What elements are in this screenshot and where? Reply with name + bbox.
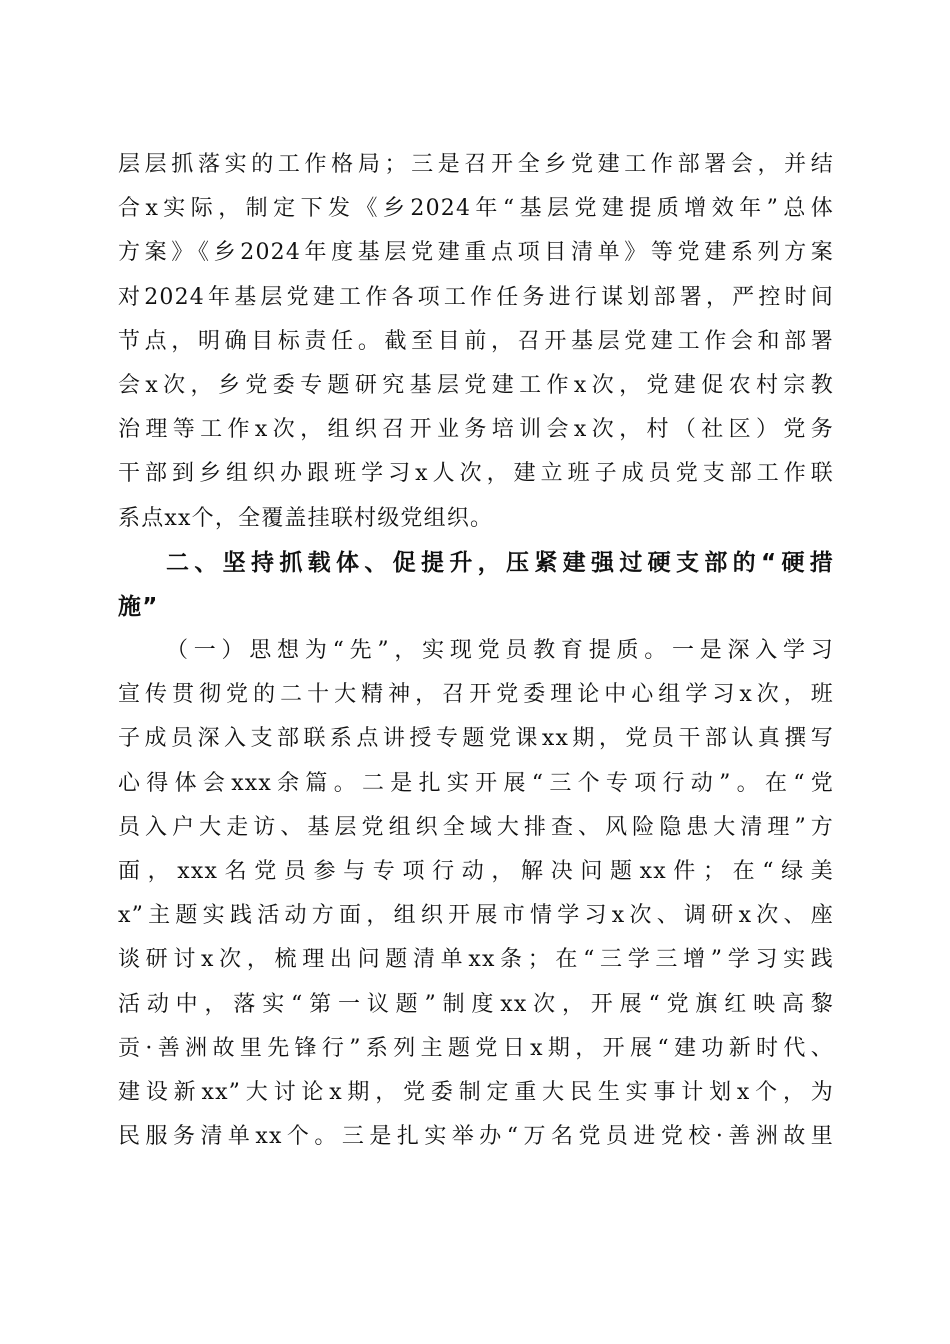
body-text-line: 谈研讨x次，梳理出问题清单xx条；在“三学三增”学习实践 bbox=[118, 947, 834, 973]
body-text-line: 宣传贯彻党的二十大精神，召开党委理论中心组学习x次，班 bbox=[118, 682, 834, 708]
body-text-line: 建设新xx”大讨论x期，党委制定重大民生实事计划x个，为 bbox=[118, 1079, 834, 1105]
body-text-line: 方案》《乡2024年度基层党建重点项目清单》等党建系列方案 bbox=[118, 240, 834, 266]
body-text-line: 层层抓落实的工作格局；三是召开全乡党建工作部署会，并结 bbox=[118, 152, 834, 177]
body-text-line: 贡·善洲故里先锋行”系列主题党日x期，开展“建功新时代、 bbox=[118, 1035, 834, 1061]
body-text-line: 面，xxx名党员参与专项行动，解决问题xx件；在“绿美 bbox=[118, 859, 834, 884]
section-heading: 施” bbox=[118, 593, 159, 620]
body-text-line: 会x次，乡党委专题研究基层党建工作x次，党建促农村宗教 bbox=[118, 372, 834, 398]
body-text-line: 合x实际，制定下发《乡2024年“基层党建提质增效年”总体 bbox=[118, 196, 834, 222]
body-text-line: 节点，明确目标责任。截至目前，召开基层党建工作会和部署 bbox=[118, 328, 834, 354]
body-text-line: 系点xx个，全覆盖挂联村级党组织。 bbox=[118, 505, 494, 531]
body-text-line: 员入户大走访、基层党组织全域大排查、风险隐患大清理”方 bbox=[118, 814, 834, 840]
body-text-line: 干部到乡组织办跟班学习x人次，建立班子成员党支部工作联 bbox=[118, 461, 834, 487]
body-text-line: 对2024年基层党建工作各项工作任务进行谋划部署，严控时间 bbox=[118, 284, 834, 310]
body-text-line: 子成员深入支部联系点讲授专题党课xx期，党员干部认真撰写 bbox=[118, 726, 834, 752]
body-text-line: 活动中，落实“第一议题”制度xx次，开展“党旗红映高黎 bbox=[118, 991, 834, 1017]
body-text-line: 民服务清单xx个。三是扎实举办“万名党员进党校·善洲故里 bbox=[118, 1124, 834, 1150]
subsection-first-line: （一）思想为“先”，实现党员教育提质。一是深入学习 bbox=[166, 638, 834, 664]
section-heading: 二、坚持抓载体、促提升，压紧建强过硬支部的“硬措 bbox=[166, 549, 834, 576]
body-text-line: 心得体会xxx余篇。二是扎实开展“三个专项行动”。在“党 bbox=[118, 770, 834, 796]
body-text-line: 治理等工作x次，组织召开业务培训会x次，村（社区）党务 bbox=[118, 417, 834, 443]
body-text-line: x”主题实践活动方面，组织开展市情学习x次、调研x次、座 bbox=[118, 903, 834, 929]
document-page bbox=[118, 143, 834, 1159]
